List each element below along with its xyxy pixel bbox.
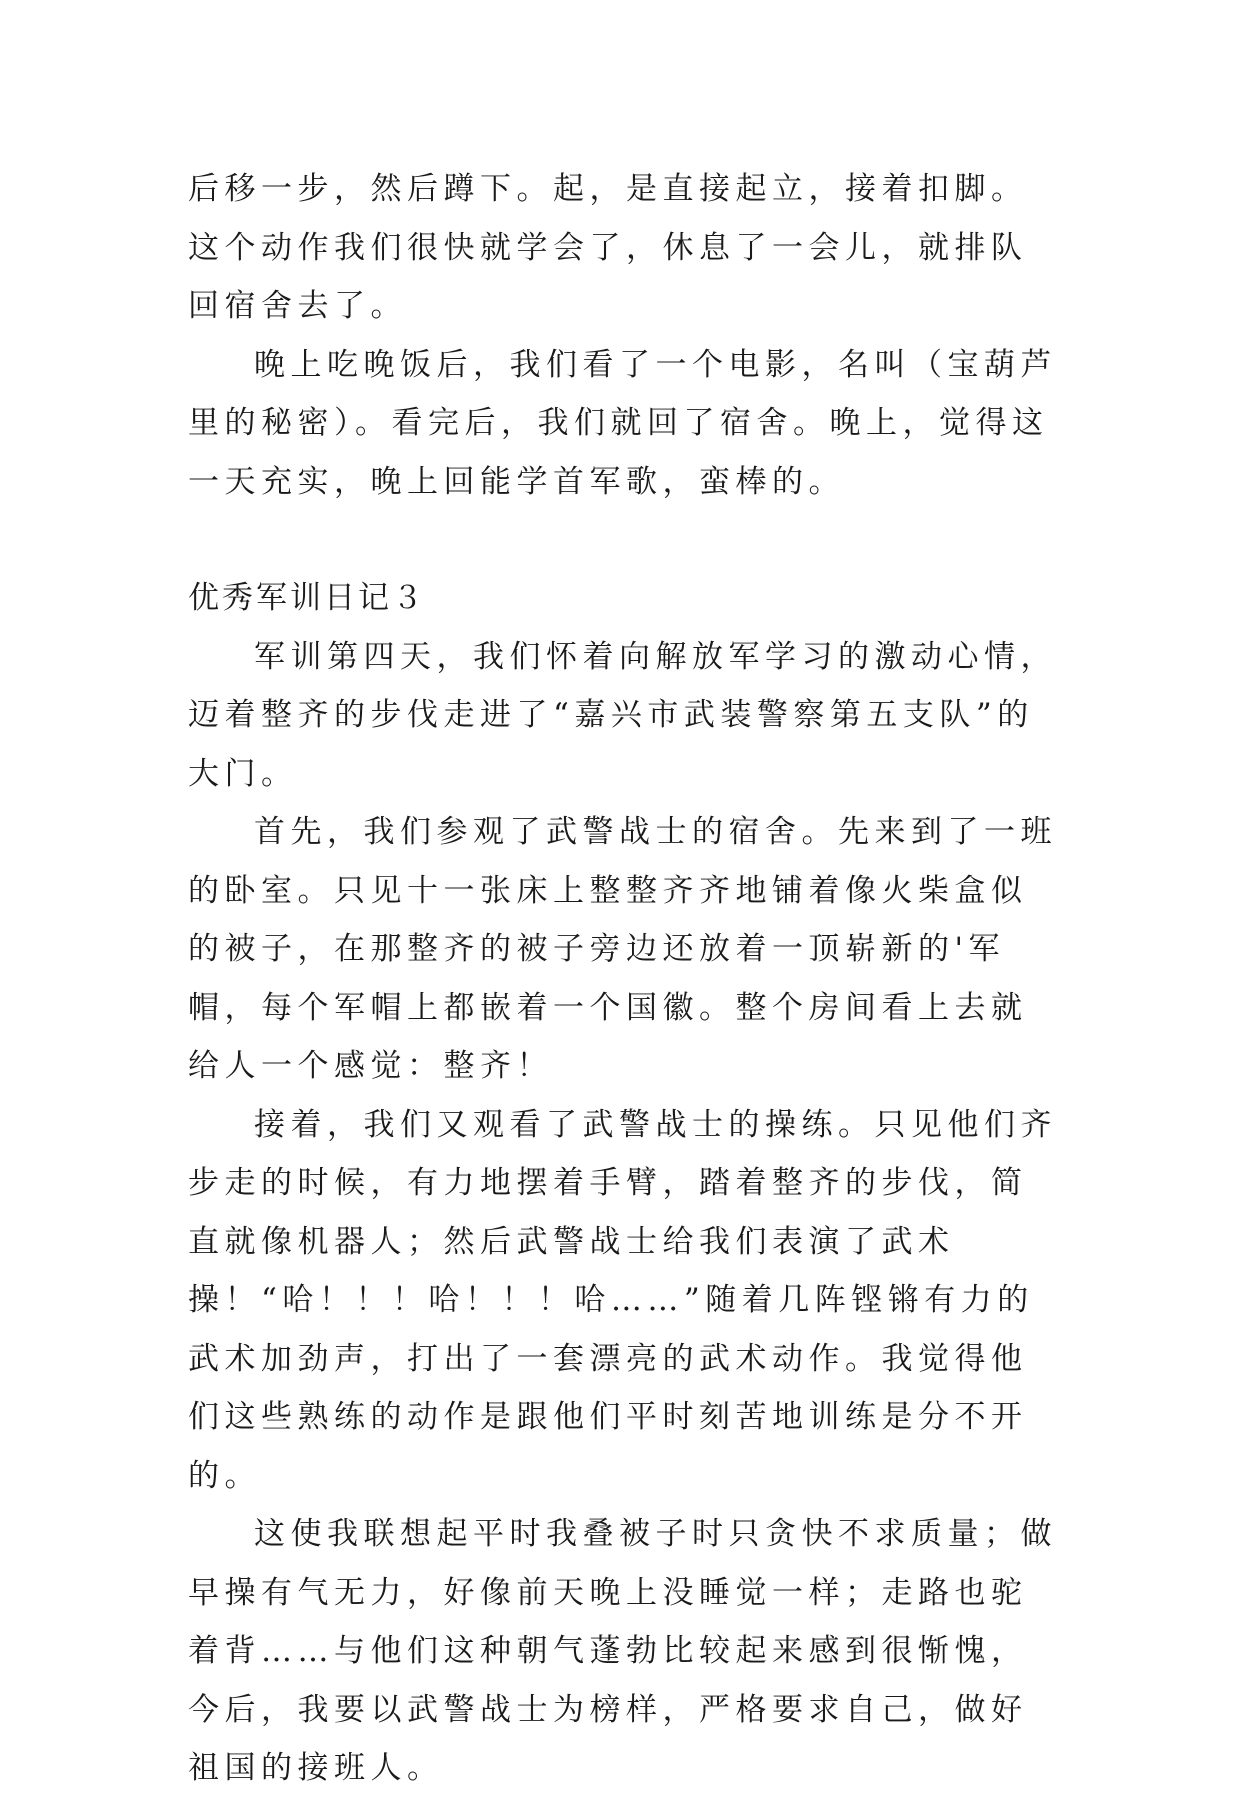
paragraph-dormitory: 首先，我们参观了武警战士的宿舍。先来到了一班的卧室。只见十一张床上整整齐齐地铺着像火柴盒似的被子，在那整齐的被子旁边还放着一顶崭新的'军帽，每个军帽上都嵌着一个国徽。整个房间看上去就给人一个感觉：整齐！ — [188, 814, 1057, 1084]
paragraph-day-four: 军训第四天，我们怀着向解放军学习的激动心情，迈着整齐的步伐走进了“嘉兴市武装警察第五支队”的大门。 — [188, 638, 1057, 792]
paragraph-drill: 接着，我们又观看了武警战士的操练。只见他们齐步走的时候，有力地摆着手臂，踏着整齐的步伐，简直就像机器人；然后武警战士给我们表演了武术操！“哈！！！哈！！！哈……”随着几阵铿锵有力的武术加劲声，打出了一套漂亮的武术动作。我觉得他们这些熟练的动作是跟他们平时刻苦地训练是分不开的。 — [188, 1106, 1057, 1494]
paragraph-continuation: 后移一步，然后蹲下。起，是直接起立，接着扣脚。这个动作我们很快就学会了，休息了一会儿，就排队回宿舍去了。 — [188, 171, 1028, 324]
section-title: 优秀军训日记３ — [188, 580, 426, 616]
paragraph-reflection: 这使我联想起平时我叠被子时只贪快不求质量；做早操有气无力，好像前天晚上没睡觉一样；走路也驼着背……与他们这种朝气蓬勃比较起来感到很惭愧，今后，我要以武警战士为榜样，严格要求自己，做好祖国的接班人。 — [188, 1516, 1057, 1786]
paragraph-evening: 晚上吃晚饭后，我们看了一个电影，名叫（宝葫芦里的秘密）。看完后，我们就回了宿舍。晚上，觉得这一天充实，晚上回能学首军歌，蛮棒的。 — [188, 346, 1057, 500]
document-body — [188, 160, 1058, 1798]
